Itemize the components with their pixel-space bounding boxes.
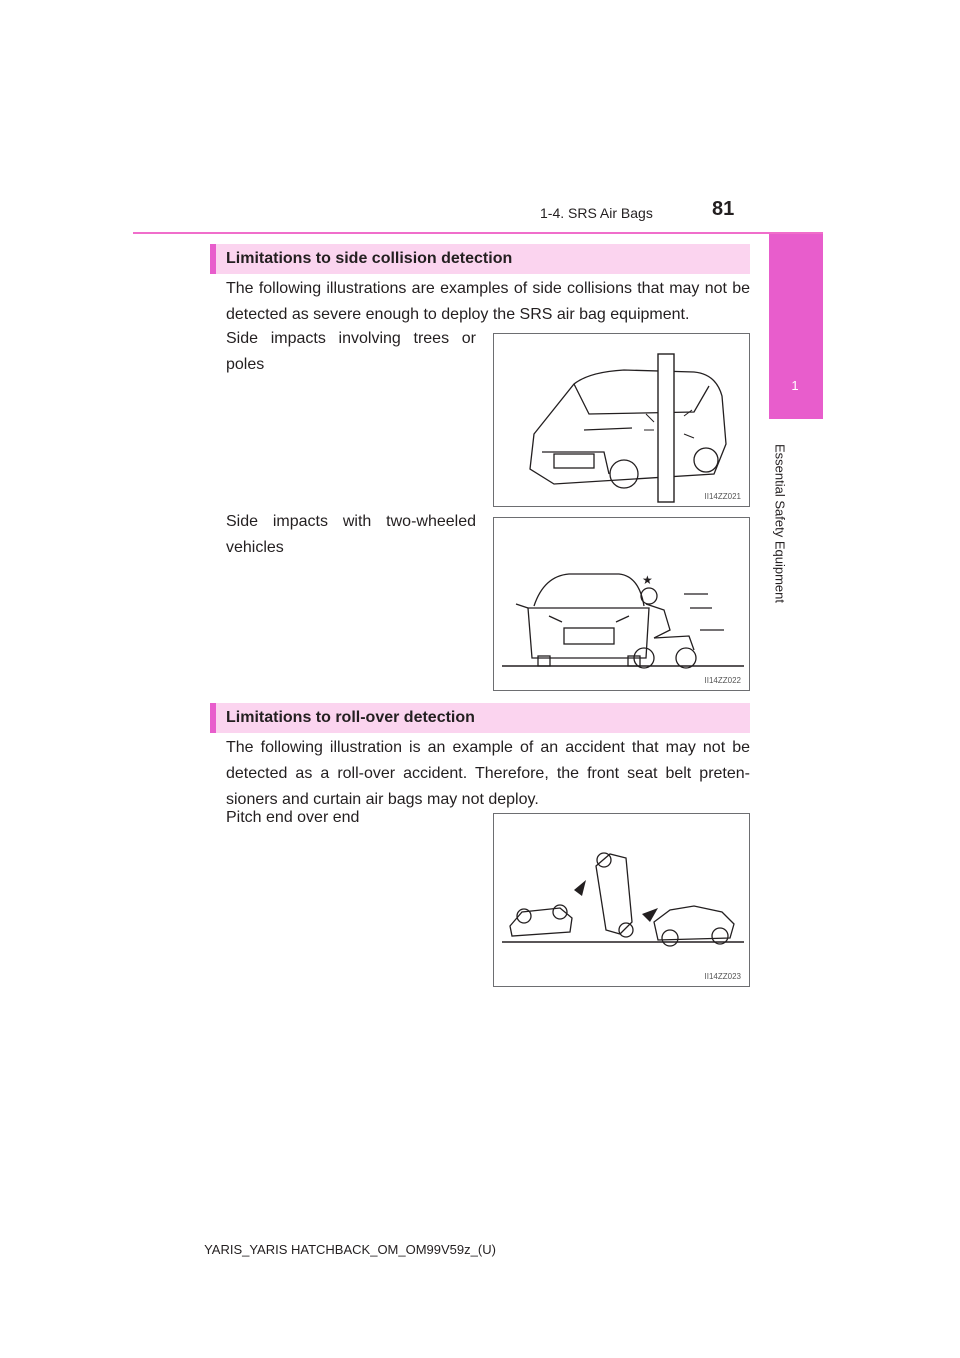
chapter-tab-label: Essential Safety Equipment	[772, 444, 788, 603]
svg-text:★: ★	[642, 573, 653, 587]
figure-caption-pitch: Pitch end over end	[226, 809, 360, 826]
figure-caption-two-wheeled: Side impacts with two-wheeled vehicles	[226, 513, 476, 556]
figure-two-wheeled-impact	[493, 517, 750, 691]
figure-caption-pole: Side impacts involving trees or poles	[226, 330, 476, 373]
figure-code: II14ZZ023	[704, 972, 741, 981]
figure-pitch-end-over-end	[493, 813, 750, 987]
section-intro-roll-over: The following illustration is an example of an accident that may not be detected as a roll-over accident. Therefore, the front seat belt preten- sioners and curtain air bags may not deploy.	[226, 739, 750, 808]
page-number: 81	[712, 198, 735, 220]
car-motorcycle-illustration	[494, 518, 751, 692]
section-heading-side-collision: Limitations to side collision detection	[210, 244, 750, 274]
header-rule	[133, 232, 823, 234]
section-intro-side-collision: The following illustrations are examples of side collisions that may not be detected as severe enough to deploy the SRS air bag equipment.	[226, 280, 750, 323]
section-heading-roll-over: Limitations to roll-over detection	[210, 703, 750, 733]
chapter-tab-number: 1	[791, 378, 799, 393]
figure-code: II14ZZ022	[704, 676, 741, 685]
header-section-title: 1-4. SRS Air Bags	[540, 205, 653, 221]
pitch-rollover-illustration	[494, 814, 751, 988]
car-pole-illustration	[494, 334, 751, 508]
document-footer: YARIS_YARIS HATCHBACK_OM_OM99V59z_(U)	[204, 1242, 496, 1257]
figure-code: II14ZZ021	[704, 492, 741, 501]
figure-pole-impact	[493, 333, 750, 507]
